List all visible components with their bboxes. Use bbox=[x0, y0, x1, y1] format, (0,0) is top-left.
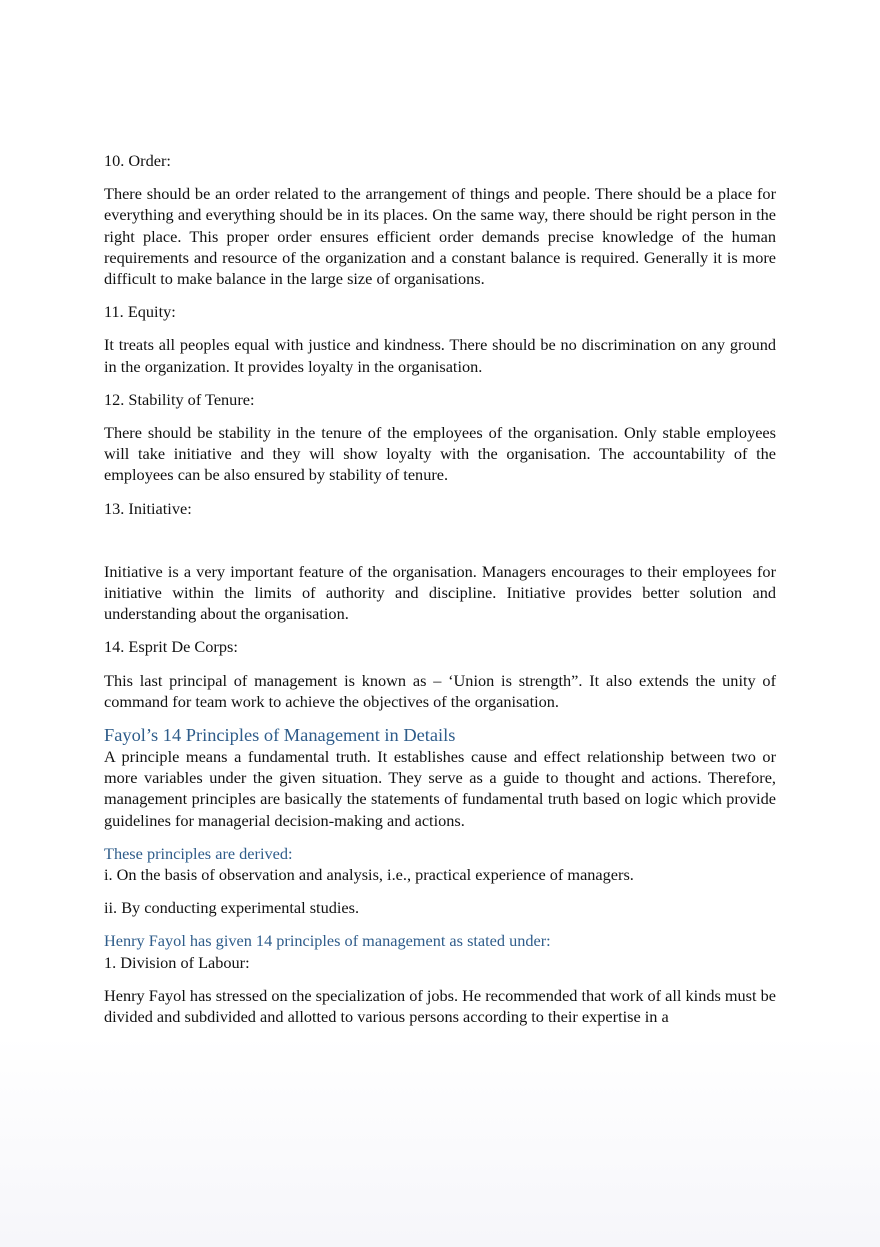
section-heading-initiative: 13. Initiative: bbox=[104, 498, 192, 518]
stated-heading: Henry Fayol has given 14 principles of management as stated under: bbox=[104, 931, 551, 951]
section-text-equity: It treats all peoples equal with justice and kindness. There should be no discrimination on any ground in the organization. It provides loyalty in the organisation. bbox=[104, 335, 776, 376]
section-text-initiative: Initiative is a very important feature of the organisation. Managers encourages to their employees for initiative within the limits of authority and discipline. Initiative provides better solution and understanding about the organisation. bbox=[104, 561, 776, 624]
section-heading-order: 10. Order: bbox=[104, 151, 171, 170]
details-title: Fayol’s 14 Principles of Management in Details bbox=[104, 725, 456, 746]
section-text-esprit: This last principal of management is known as – ‘Union is strength”. It also extends the unity of command for team work to achieve the objectives of the organisation. bbox=[104, 670, 776, 711]
document-page bbox=[104, 150, 776, 1039]
derived-item: ii. By conducting experimental studies. bbox=[104, 898, 360, 918]
section-text-stability: There should be stability in the tenure of the employees of the organisation. Only stable employees will take initiative and they will show loyalty with the organisation. The accountability of the employees can be also ensured by stability of tenure. bbox=[104, 423, 776, 485]
section-heading-equity: 11. Equity: bbox=[104, 302, 176, 322]
details-text: A principle means a fundamental truth. It establishes cause and effect relationship between two or more variables under the given situation. They serve as a guide to thought and actions. Therefore, management principles are basically the statements of fundamental truth based on logic which provide guidelines for managerial decision-making and actions. bbox=[104, 747, 776, 830]
section-heading-stability: 12. Stability of Tenure: bbox=[104, 389, 255, 409]
principle-text-division: Henry Fayol has stressed on the specialization of jobs. He recommended that work of all kinds must be divided and subdivided and allotted to various persons according to their expertise in a bbox=[104, 985, 776, 1027]
page-bottom-shade bbox=[0, 1035, 880, 1247]
section-text-order: There should be an order related to the arrangement of things and people. There should be a place for everything and everything should be in its places. On the same way, there should be right person in the right place. This proper order ensures efficient order demands precise knowledge of the human requirements and resource of the organization and a constant balance is required. Generally it is more difficult to make balance in the large size of organisations. bbox=[104, 184, 776, 289]
derived-item: i. On the basis of observation and analysis, i.e., practical experience of managers. bbox=[104, 865, 634, 885]
derived-heading: These principles are derived: bbox=[104, 843, 293, 863]
principle-heading-division: 1. Division of Labour: bbox=[104, 952, 250, 972]
section-heading-esprit: 14. Esprit De Corps: bbox=[104, 637, 238, 657]
